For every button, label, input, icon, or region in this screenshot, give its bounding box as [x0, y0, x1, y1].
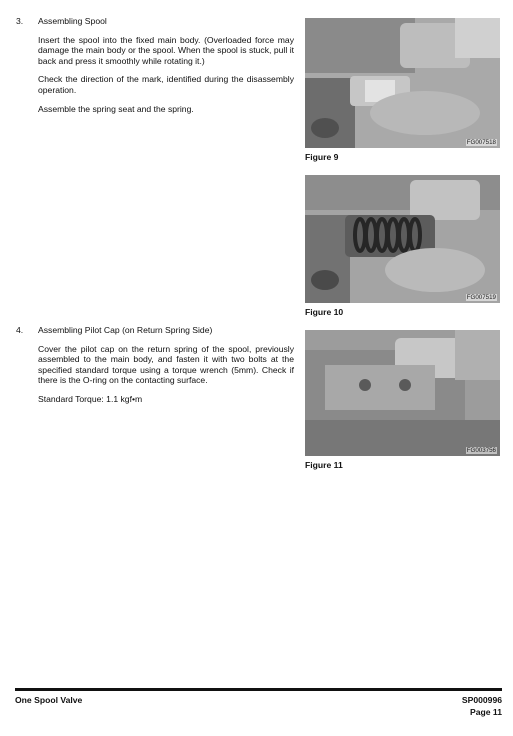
spool-insertion-illustration — [305, 18, 500, 148]
paragraph: Check the direction of the mark, identified during the disassembly operation. — [38, 74, 294, 95]
section-heading — [16, 325, 294, 336]
paragraph: Cover the pilot cap on the return spring of the spool, previously assembled to the main body, and fasten it with two bolts at the specified standard torque using a torque wrench (5mm). Check if there is the O-ring on the contacting surface. — [38, 343, 294, 386]
section-number: 4. — [16, 325, 24, 335]
section-title: Assembling Spool — [38, 16, 107, 26]
footer-page-number: Page 11 — [469, 706, 502, 717]
figure-11 — [305, 330, 500, 470]
figure-caption: Figure 11 — [305, 460, 343, 470]
section-assembling-pilot-cap — [16, 325, 294, 413]
footer-doc-number: SP000996 — [461, 695, 502, 705]
figure-caption: Figure 10 — [305, 307, 344, 317]
section-body — [38, 344, 294, 405]
figure-photo — [305, 175, 500, 303]
figure-caption: Figure 9 — [305, 152, 339, 162]
section-number: 3. — [16, 16, 24, 26]
figure-photo — [305, 330, 500, 456]
figure-9 — [305, 18, 500, 162]
figure-code: FG007518 — [466, 139, 496, 146]
paragraph: Assemble the spring seat and the spring. — [38, 103, 194, 114]
figure-10 — [305, 175, 500, 317]
figure-code: FG007519 — [466, 294, 496, 301]
paragraph: Insert the spool into the fixed main body. (Overloaded force may damage the main body or the spool. When the spool is stuck, pull it back and press it smoothly while rotating it.) — [38, 34, 294, 66]
paragraph: Standard Torque: 1.1 kgf•m — [38, 393, 143, 404]
footer-meta — [462, 695, 502, 718]
pilot-cap-illustration — [305, 330, 500, 456]
footer-divider — [15, 688, 502, 691]
section-body — [38, 35, 294, 115]
spring-assembly-illustration — [305, 175, 500, 303]
figure-photo — [305, 18, 500, 148]
section-heading — [16, 16, 294, 27]
section-title: Assembling Pilot Cap (on Return Spring Side) — [38, 325, 213, 335]
figure-code: FG003756 — [466, 447, 496, 454]
section-assembling-spool — [16, 16, 294, 122]
footer-title: One Spool Valve — [15, 695, 83, 705]
